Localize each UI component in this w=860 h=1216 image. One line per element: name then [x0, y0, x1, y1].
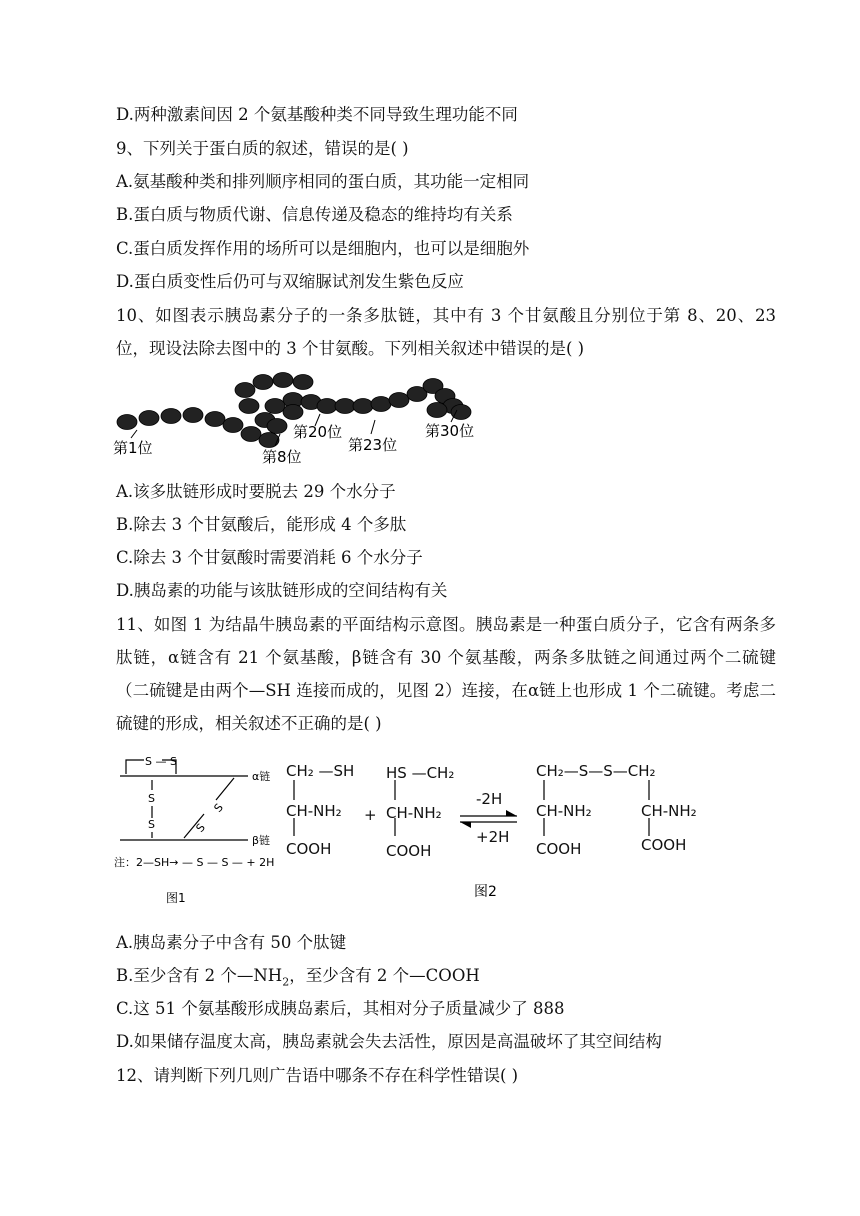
amino-acid-bead — [183, 408, 203, 423]
q11-option-c: C.这 51 个氨基酸形成胰岛素后，其相对分子质量减少了 888 — [116, 999, 565, 1018]
fig1-note: 注：2—SH→ — S — S — + 2H — [114, 856, 275, 869]
q10-option-b: B.除去 3 个甘氨酸后，能形成 4 个多肽 — [116, 515, 407, 534]
reactant1-ch2sh: CH₂ —SH — [286, 762, 355, 780]
alpha-chain-disulfide-label: S — S — [145, 755, 177, 768]
amino-acid-bead — [253, 375, 273, 390]
q11-option-b — [116, 965, 480, 993]
q10-option-d: D.胰岛素的功能与该肽链形成的空间结构有关 — [116, 581, 448, 600]
product-left-chnh2: CH-NH₂ — [536, 802, 592, 820]
label-position-8: 第8位 — [262, 448, 302, 466]
q10-option-a: A.该多肽链形成时要脱去 29 个水分子 — [116, 482, 396, 501]
amino-acid-bead — [241, 427, 261, 442]
amino-acid-bead — [267, 419, 287, 434]
amino-acid-bead — [223, 418, 243, 433]
fig1-caption: 图1 — [166, 891, 186, 905]
fig2-caption: 图2 — [474, 884, 497, 900]
amino-acid-bead — [205, 412, 225, 427]
disulfide-s-diag-lower: S — [193, 821, 208, 835]
q11-option-b-post: ，至少含有 2 个—COOH — [289, 966, 480, 985]
disulfide-reaction-figure-2 — [282, 756, 712, 906]
amino-acid-bead — [389, 393, 409, 408]
amino-acid-bead — [265, 399, 285, 414]
amino-acid-bead — [335, 399, 355, 414]
amino-acid-bead — [139, 411, 159, 426]
product-right-cooh: COOH — [641, 836, 687, 854]
amino-acid-bead — [239, 399, 259, 414]
disulfide-s-diag-upper: S — [211, 801, 226, 815]
label-position-20: 第20位 — [293, 423, 343, 441]
amino-acid-bead — [273, 373, 293, 388]
reactant1-cooh: COOH — [286, 840, 332, 858]
product-disulfide-bridge: CH₂—S—S—CH₂ — [536, 762, 656, 780]
amino-acid-bead — [259, 433, 279, 448]
product-left-cooh: COOH — [536, 840, 582, 858]
reactant2-chnh2: CH-NH₂ — [386, 804, 442, 822]
amino-acid-bead — [235, 383, 255, 398]
q9-option-d: D.蛋白质变性后仍可与双缩脲试剂发生紫色反应 — [116, 272, 464, 291]
alpha-chain-label: α链 — [252, 770, 271, 783]
q9-option-b: B.蛋白质与物质代谢、信息传递及稳态的维持均有关系 — [116, 205, 513, 224]
q10-option-c: C.除去 3 个甘氨酸时需要消耗 6 个水分子 — [116, 548, 423, 567]
reactant2-cooh: COOH — [386, 842, 432, 860]
amino-acid-bead — [117, 415, 137, 430]
q9-option-c: C.蛋白质发挥作用的场所可以是细胞内，也可以是细胞外 — [116, 239, 530, 258]
amino-acid-bead — [451, 405, 471, 420]
disulfide-s-lower: S — [148, 818, 155, 831]
arrow-plus-2h: +2H — [476, 828, 510, 846]
q11-option-a: A.胰岛素分子中含有 50 个肽键 — [116, 933, 347, 952]
amino-acid-bead — [317, 399, 337, 414]
disulfide-s-upper: S — [148, 792, 155, 805]
amino-acid-bead — [161, 409, 181, 424]
q11-stem: 11、如图 1 为结晶牛胰岛素的平面结构示意图。胰岛素是一种蛋白质分子，它含有两条多肽链，α链含有 21 个氨基酸，β链含有 30 个氨基酸，两条多肽链之间通过两个二硫键（二硫键是由两个—SH 连接而成的，见图 2）连接，在α链上也形成 1 个二硫键。考虑二硫键的形成，相关叙述不正确的是( ) — [116, 615, 776, 733]
q11-option-d: D.如果储存温度太高，胰岛素就会失去活性，原因是高温破坏了其空间结构 — [116, 1032, 662, 1051]
polypeptide-chain-figure — [105, 372, 485, 470]
arrow-minus-2h: -2H — [476, 790, 503, 808]
reactant1-chnh2: CH-NH₂ — [286, 802, 342, 820]
q8-option-d: D.两种激素间因 2 个氨基酸种类不同导致生理功能不同 — [116, 105, 518, 124]
plus-sign: + — [364, 806, 377, 824]
q12-stem: 12、请判断下列几则广告语中哪条不存在科学性错误( ) — [116, 1066, 519, 1085]
q11-option-b-pre: B.至少含有 2 个—NH — [116, 966, 283, 985]
amino-acid-bead — [283, 405, 303, 420]
product-right-chnh2: CH-NH₂ — [641, 802, 697, 820]
q11-option-b-subscript: 2 — [282, 975, 290, 989]
reactant2-hsch2: HS —CH₂ — [386, 764, 455, 782]
beta-chain-label: β链 — [252, 834, 271, 847]
amino-acid-bead — [353, 399, 373, 414]
label-position-23: 第23位 — [348, 436, 398, 454]
label-position-30: 第30位 — [425, 422, 475, 440]
insulin-structure-figure-1 — [112, 748, 287, 910]
q9-option-a: A.氨基酸种类和排列顺序相同的蛋白质，其功能一定相同 — [116, 172, 530, 191]
amino-acid-bead — [371, 397, 391, 412]
label-position-1: 第1位 — [113, 439, 153, 457]
q9-stem: 9、下列关于蛋白质的叙述，错误的是( ) — [116, 139, 409, 158]
q10-stem: 10、如图表示胰岛素分子的一条多肽链，其中有 3 个甘氨酸且分别位于第 8、20、23 位，现设法除去图中的 3 个甘氨酸。下列相关叙述中错误的是( ) — [116, 306, 776, 358]
amino-acid-bead — [427, 403, 447, 418]
amino-acid-bead — [293, 375, 313, 390]
